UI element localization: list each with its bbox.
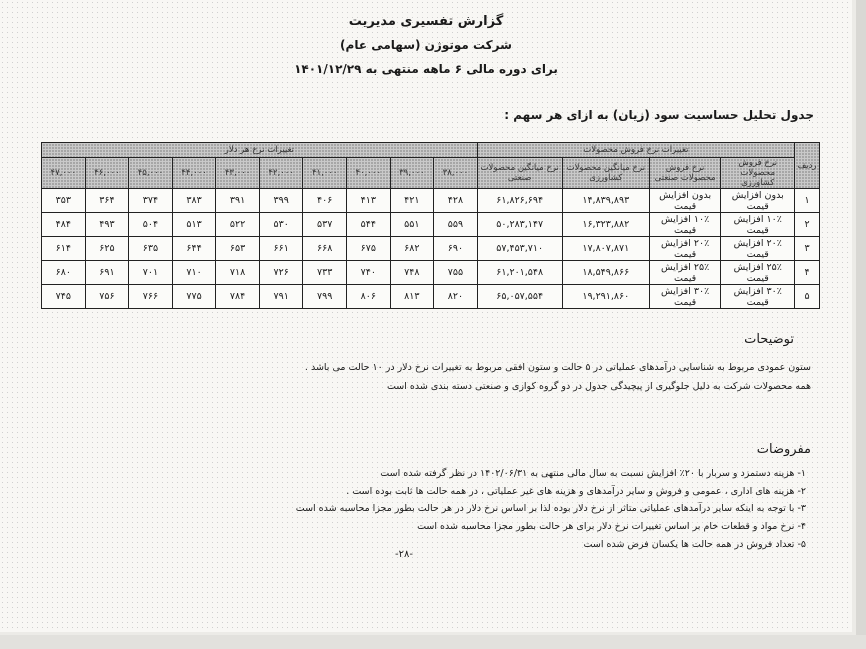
eps-value-cell: ۵۵۹	[434, 213, 478, 237]
table-row	[42, 189, 820, 213]
eps-value-cell: ۶۵۳	[216, 237, 260, 261]
eps-value-cell: ۸۱۳	[390, 285, 434, 309]
avg-price-cell: ۱۸,۵۴۹,۸۶۶	[562, 261, 649, 285]
eps-value-cell: ۶۲۵	[85, 237, 129, 261]
header-dollar: ۴۴,۰۰۰	[172, 158, 216, 189]
avg-price-cell: ۱۴,۸۳۹,۸۹۳	[562, 189, 649, 213]
note-line: ستون عمودی مربوط به شناسایی درآمدهای عملیاتی در ۵ حالت و ستون افقی مربوط به تغییرات نرخ دلار در ۱۰ حالت می باشد .	[304, 362, 811, 373]
eps-value-cell: ۴۲۸	[434, 189, 478, 213]
row-number-cell: ۲	[795, 213, 820, 237]
assumption-line: ۵- تعداد فروش در همه حالت ها یکسان فرض شده است	[583, 539, 806, 550]
row-number-cell: ۴	[795, 261, 820, 285]
eps-value-cell: ۵۴۴	[346, 213, 390, 237]
eps-value-cell: ۴۸۴	[42, 213, 86, 237]
eps-value-cell: ۴۹۳	[85, 213, 129, 237]
avg-prod-cell: ۶۵,۰۵۷,۵۵۴	[477, 285, 562, 309]
notes-heading: توضیحات	[744, 332, 794, 347]
avg-prod-cell: ۵۷,۴۵۳,۷۱۰	[477, 237, 562, 261]
sensitivity-table	[41, 142, 820, 309]
eps-value-cell: ۷۹۱	[259, 285, 303, 309]
eps-value-cell: ۷۷۵	[172, 285, 216, 309]
eps-value-cell: ۵۵۱	[390, 213, 434, 237]
eps-value-cell: ۸۲۰	[434, 285, 478, 309]
avg-prod-cell: ۵۰,۲۸۳,۱۴۷	[477, 213, 562, 237]
header-dollar: ۳۹,۰۰۰	[390, 158, 434, 189]
eps-value-cell: ۷۵۵	[434, 261, 478, 285]
ind-price-cell: ۲۵٪ افزایش قیمت	[649, 261, 721, 285]
assumption-line: ۱- هزینه دستمزد و سربار با ۲۰٪ افزایش نسبت به سال مالی منتهی به ۱۴۰۲/۰۶/۳۱ در نظر گرفته شده است	[380, 468, 806, 479]
eps-value-cell: ۳۹۱	[216, 189, 260, 213]
page-number: -۲۸-	[395, 549, 413, 560]
avg-prod-cell: ۶۱,۲۰۱,۵۴۸	[477, 261, 562, 285]
eps-value-cell: ۶۷۵	[346, 237, 390, 261]
ag-price-cell: بدون افزایش قیمت	[721, 189, 795, 213]
eps-value-cell: ۷۲۶	[259, 261, 303, 285]
eps-value-cell: ۷۱۸	[216, 261, 260, 285]
header-dollar: ۴۲,۰۰۰	[259, 158, 303, 189]
table-row	[42, 285, 820, 309]
eps-value-cell: ۶۸۰	[42, 261, 86, 285]
company-name: شرکت موتوژن (سهامی عام)	[340, 38, 512, 52]
ind-price-cell: ۲۰٪ افزایش قیمت	[649, 237, 721, 261]
eps-value-cell: ۳۸۳	[172, 189, 216, 213]
eps-value-cell: ۷۹۹	[303, 285, 347, 309]
eps-value-cell: ۳۹۹	[259, 189, 303, 213]
eps-value-cell: ۷۴۰	[346, 261, 390, 285]
eps-value-cell: ۳۵۳	[42, 189, 86, 213]
header-dollar: ۴۶,۰۰۰	[85, 158, 129, 189]
avg-prod-cell: ۶۱,۸۲۶,۶۹۴	[477, 189, 562, 213]
header-ind-price: نرخ فروش محصولات صنعتی	[649, 158, 721, 189]
table-row	[42, 213, 820, 237]
header-avg-prod: نرخ میانگین محصولات صنعتی	[477, 158, 562, 189]
ind-price-cell: ۳۰٪ افزایش قیمت	[649, 285, 721, 309]
eps-value-cell: ۵۰۴	[129, 213, 173, 237]
eps-value-cell: ۶۱۴	[42, 237, 86, 261]
report-period: برای دوره مالی ۶ ماهه منتهی به ۱۴۰۱/۱۲/۲۹	[294, 62, 558, 76]
assumption-line: ۲- هزینه های اداری ، عمومی و فروش و سایر درآمدهای و هزینه های غیر عملیاتی ، در همه حالت ها ثابت بوده است .	[346, 486, 806, 497]
ag-price-cell: ۳۰٪ افزایش قیمت	[721, 285, 795, 309]
eps-value-cell: ۶۳۵	[129, 237, 173, 261]
table-title: جدول تحلیل حساسیت سود (زیان) به ازای هر سهم :	[504, 108, 814, 122]
eps-value-cell: ۴۰۶	[303, 189, 347, 213]
eps-value-cell: ۷۸۴	[216, 285, 260, 309]
header-dollar: ۴۰,۰۰۰	[346, 158, 390, 189]
eps-value-cell: ۶۹۰	[434, 237, 478, 261]
eps-value-cell: ۷۴۵	[42, 285, 86, 309]
header-dollar: ۴۷,۰۰۰	[42, 158, 86, 189]
eps-value-cell: ۶۸۲	[390, 237, 434, 261]
eps-value-cell: ۴۱۳	[346, 189, 390, 213]
eps-value-cell: ۴۲۱	[390, 189, 434, 213]
eps-value-cell: ۵۳۰	[259, 213, 303, 237]
eps-value-cell: ۷۱۰	[172, 261, 216, 285]
avg-price-cell: ۱۹,۲۹۱,۸۶۰	[562, 285, 649, 309]
eps-value-cell: ۵۳۷	[303, 213, 347, 237]
eps-value-cell: ۶۴۴	[172, 237, 216, 261]
ind-price-cell: بدون افزایش قیمت	[649, 189, 721, 213]
scan-edge-bottom	[0, 635, 866, 649]
row-number-cell: ۱	[795, 189, 820, 213]
avg-price-cell: ۱۶,۳۲۳,۸۸۲	[562, 213, 649, 237]
ag-price-cell: ۲۰٪ افزایش قیمت	[721, 237, 795, 261]
header-group-dollar: تغییرات نرخ هر دلار	[42, 143, 478, 158]
header-dollar: ۴۵,۰۰۰	[129, 158, 173, 189]
header-ag-price: نرخ فروش محصولات کشاورزی	[721, 158, 795, 189]
assumption-line: ۳- با توجه به اینکه سایر درآمدهای عملیاتی متاثر از نرخ دلار بوده لذا بر اساس نرخ دلار در هر حالت بطور مجزا محاسبه شده است	[295, 503, 806, 514]
table-row	[42, 261, 820, 285]
eps-value-cell: ۷۳۳	[303, 261, 347, 285]
assumptions-heading: مفروضات	[756, 442, 811, 457]
header-row-no: ردیف	[795, 143, 820, 189]
header-dollar: ۴۱,۰۰۰	[303, 158, 347, 189]
eps-value-cell: ۳۷۴	[129, 189, 173, 213]
eps-value-cell: ۶۶۸	[303, 237, 347, 261]
note-line: همه محصولات شرکت به دلیل جلوگیری از پیچیدگی جدول در دو گروه کوازی و صنعتی دسته بندی شده است	[386, 381, 811, 392]
eps-value-cell: ۶۹۱	[85, 261, 129, 285]
scan-edge-right	[856, 0, 866, 649]
eps-value-cell: ۵۲۲	[216, 213, 260, 237]
eps-value-cell: ۵۱۳	[172, 213, 216, 237]
table-body	[42, 189, 820, 309]
eps-value-cell: ۷۶۶	[129, 285, 173, 309]
eps-value-cell: ۷۴۸	[390, 261, 434, 285]
eps-value-cell: ۶۶۱	[259, 237, 303, 261]
eps-value-cell: ۷۰۱	[129, 261, 173, 285]
ag-price-cell: ۱۰٪ افزایش قیمت	[721, 213, 795, 237]
table-row	[42, 237, 820, 261]
header-dollar: ۴۳,۰۰۰	[216, 158, 260, 189]
header-avg-price: نرخ میانگین محصولات کشاورزی	[562, 158, 649, 189]
eps-value-cell: ۷۵۶	[85, 285, 129, 309]
eps-value-cell: ۸۰۶	[346, 285, 390, 309]
row-number-cell: ۵	[795, 285, 820, 309]
row-number-cell: ۳	[795, 237, 820, 261]
header-group-price: تغییرات نرخ فروش محصولات	[477, 143, 794, 158]
header-dollar: ۳۸,۰۰۰	[434, 158, 478, 189]
ind-price-cell: ۱۰٪ افزایش قیمت	[649, 213, 721, 237]
avg-price-cell: ۱۷,۸۰۷,۸۷۱	[562, 237, 649, 261]
assumption-line: ۴- نرخ مواد و قطعات خام بر اساس تغییرات نرخ دلار برای هر حالت بطور مجزا محاسبه شده است	[417, 521, 806, 532]
ag-price-cell: ۲۵٪ افزایش قیمت	[721, 261, 795, 285]
eps-value-cell: ۳۶۴	[85, 189, 129, 213]
report-title: گزارش تفسیری مدیریت	[348, 14, 504, 29]
